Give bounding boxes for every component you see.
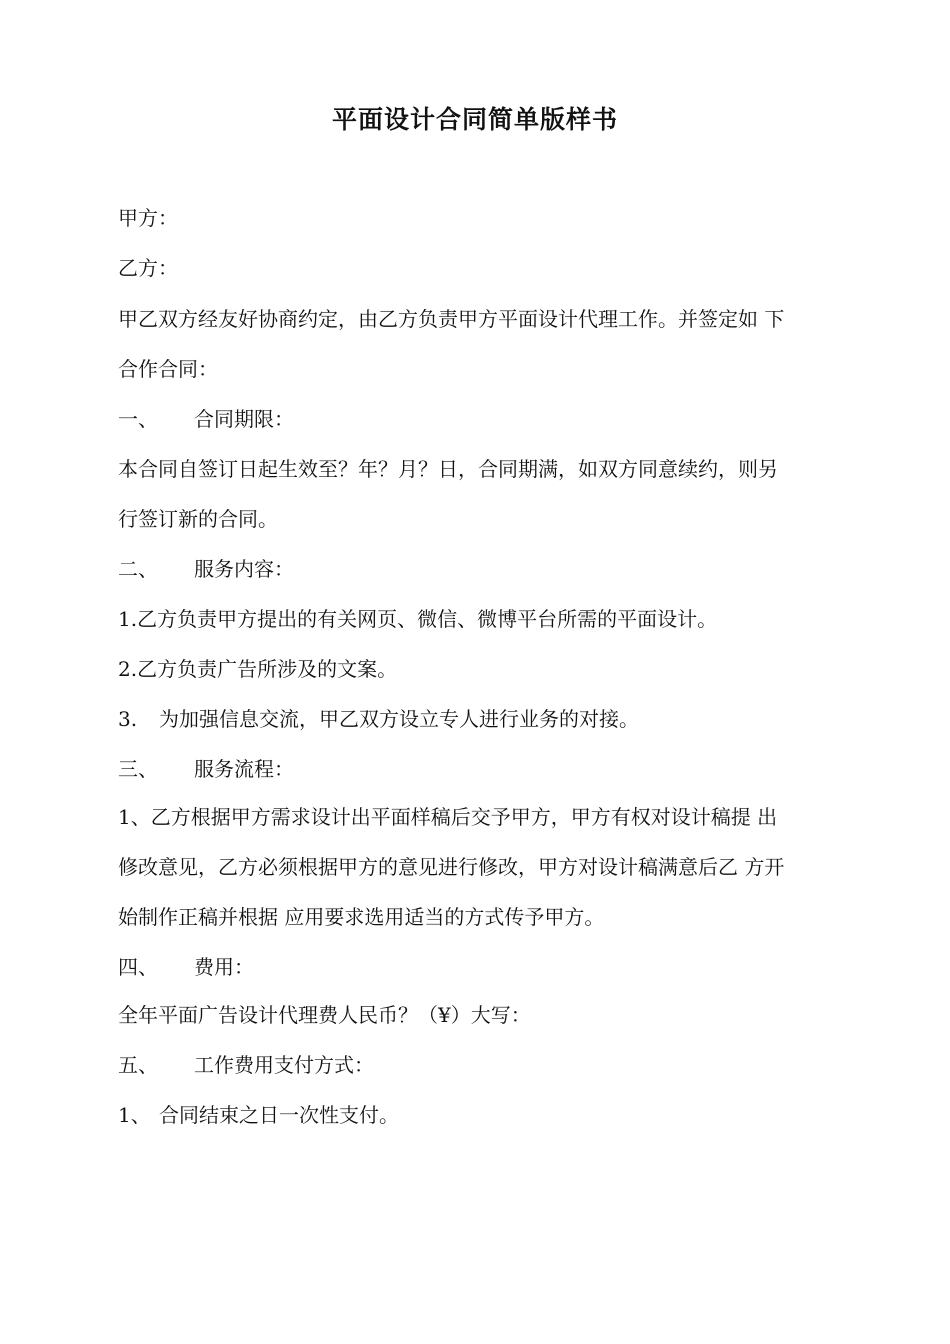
section-2-item-1: 1.乙方负责甲方提出的有关网页、微信、微博平台所需的平面设计。 [118, 607, 718, 631]
section-1-number: 一、 [118, 407, 158, 431]
section-3-text-line-2: 修改意见，乙方必须根据甲方的意见进行修改，甲方对设计稿满意后乙 方开 [118, 855, 785, 879]
section-2-item-2: 2.乙方负责广告所涉及的文案。 [118, 657, 398, 681]
section-3-text-line-3: 始制作正稿并根据 应用要求选用适当的方式传予甲方。 [118, 905, 605, 929]
section-5-item-1-number: 1、 [118, 1103, 151, 1127]
section-4-heading [118, 952, 254, 982]
document-title: 平面设计合同简单版样书 [331, 105, 618, 134]
section-3-text-line-1: 1、乙方根据甲方需求设计出平面样稿后交予甲方，甲方有权对设计稿提 出 [118, 805, 778, 829]
section-5-title: 工作费用支付方式： [194, 1053, 374, 1077]
intro-line-2: 合作合同： [118, 357, 218, 381]
section-1-title: 合同期限： [194, 407, 294, 431]
intro-line-1: 甲乙双方经友好协商约定，由乙方负责甲方平面设计代理工作。并签定如 下 [118, 307, 785, 331]
section-1-text-line-2: 行签订新的合同。 [118, 507, 278, 531]
section-2-number: 二、 [118, 557, 158, 581]
section-4-text-line-1: 全年平面广告设计代理费人民币？（¥）大写： [118, 1003, 531, 1027]
section-4-number: 四、 [118, 955, 158, 979]
section-1-heading [118, 404, 294, 434]
section-3-title: 服务流程： [194, 757, 294, 781]
section-5-item-1-text: 合同结束之日一次性支付。 [159, 1103, 399, 1127]
section-2-item-3 [118, 704, 639, 734]
party-b-line: 乙方： [118, 256, 178, 280]
party-a-line: 甲方： [118, 206, 178, 230]
section-1-text-line-1: 本合同自签订日起生效至？年？月？日，合同期满，如双方同意续约，则另 [118, 457, 778, 481]
section-2-item-3-text: 为加强信息交流，甲乙双方设立专人进行业务的对接。 [159, 707, 639, 731]
section-2-title: 服务内容： [194, 557, 294, 581]
section-5-number: 五、 [118, 1053, 158, 1077]
section-3-heading [118, 754, 294, 784]
section-2-item-3-number: 3. [118, 707, 138, 731]
section-5-heading [118, 1050, 374, 1080]
section-5-item-1 [118, 1100, 399, 1130]
section-2-heading [118, 554, 294, 584]
section-3-number: 三、 [118, 757, 158, 781]
section-4-title: 费用： [194, 955, 254, 979]
